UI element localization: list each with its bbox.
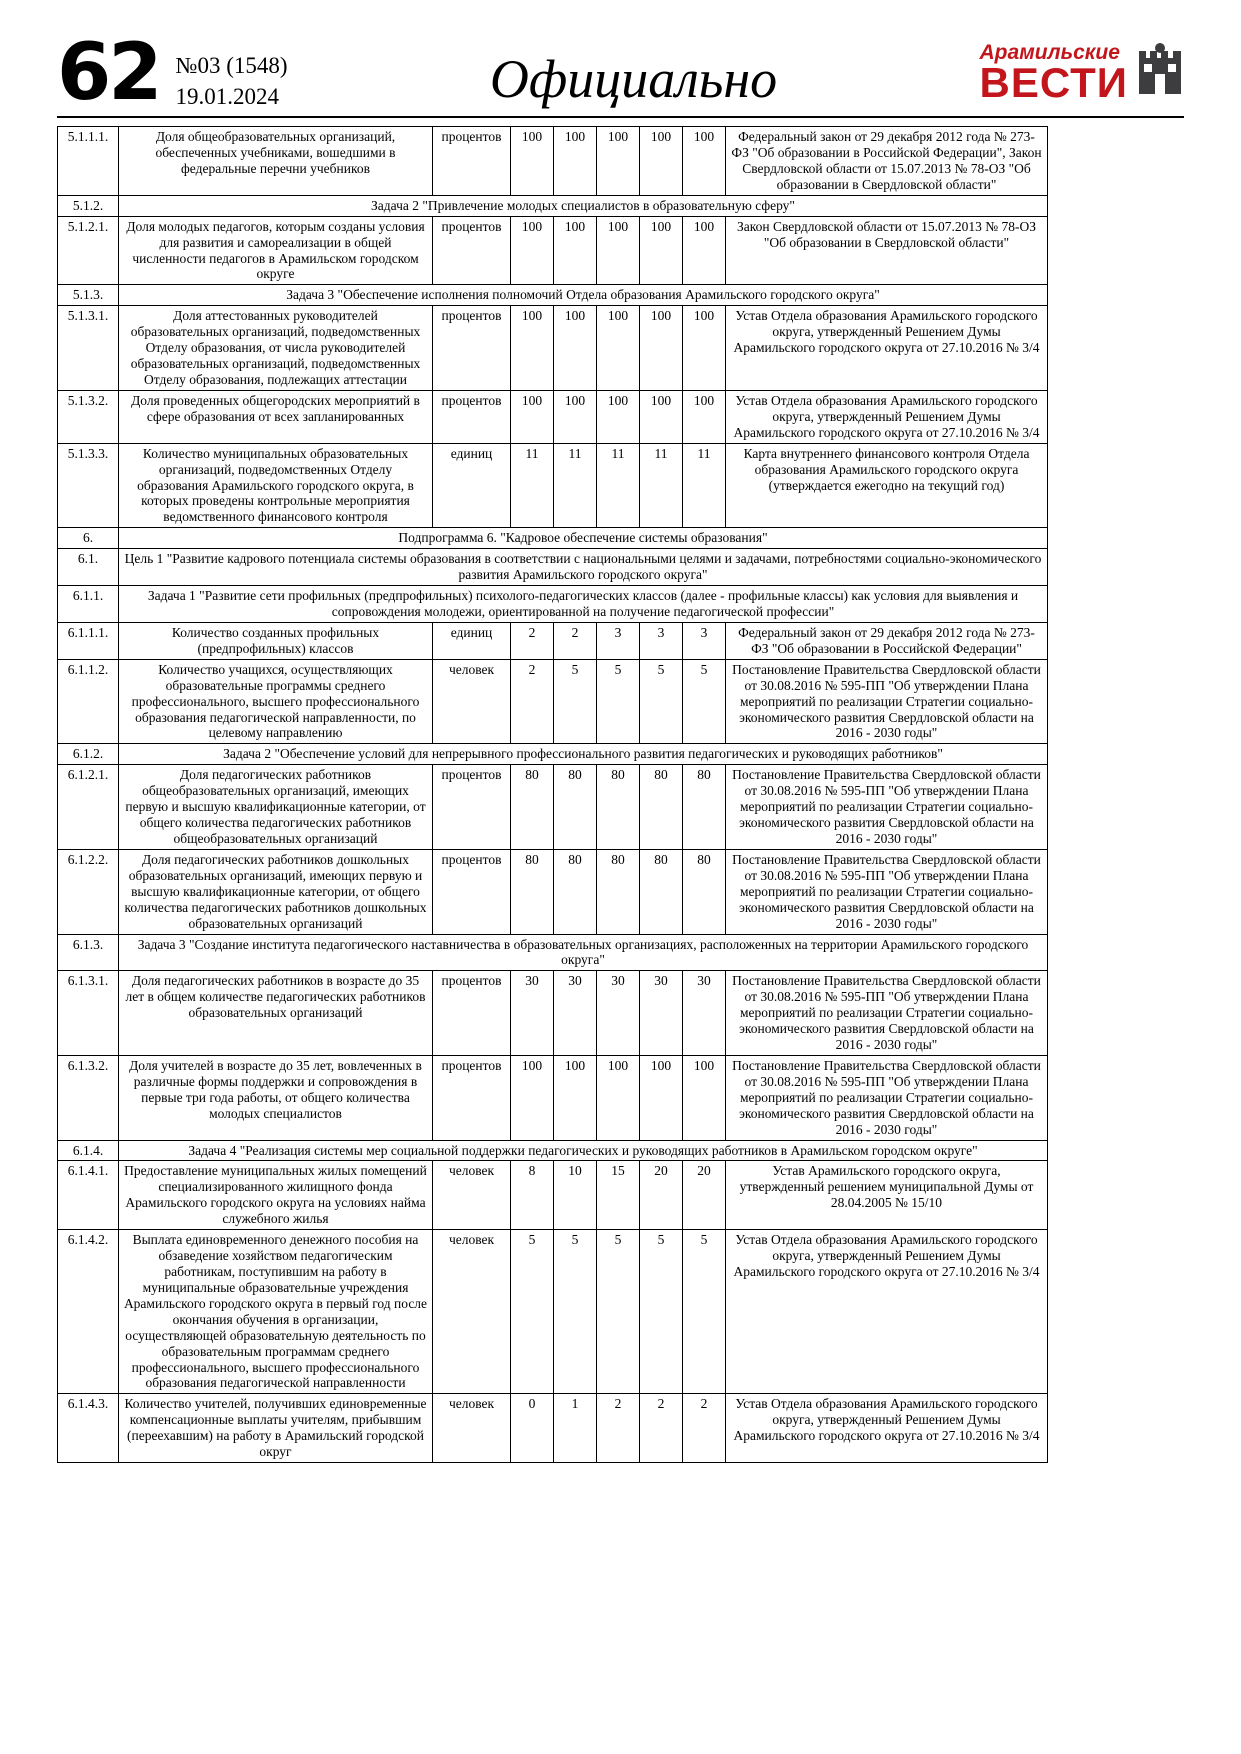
indicator-row (58, 1230, 1048, 1394)
issue-block (176, 38, 288, 112)
value-cell: 100 (554, 306, 597, 391)
legal-basis-cell: Карта внутреннего финансового контроля Отдела образования Арамильского городского округа (утверждается ежегодно на текущий год) (726, 443, 1048, 528)
unit-cell: процентов (433, 971, 511, 1056)
value-cell: 100 (511, 127, 554, 196)
value-cell: 3 (683, 622, 726, 659)
row-number-cell: 5.1.3.3. (58, 443, 119, 528)
section-title-cell: Подпрограмма 6. "Кадровое обеспечение системы образования" (119, 528, 1048, 549)
section-row (58, 744, 1048, 765)
legal-basis-cell: Постановление Правительства Свердловской области от 30.08.2016 № 595-ПП "Об утверждении Плана мероприятий по реализации Стратегии социально-экономического развития Свердловской области на 2016 - 2030 годы" (726, 765, 1048, 850)
section-row (58, 285, 1048, 306)
unit-cell: процентов (433, 765, 511, 850)
value-cell: 11 (640, 443, 683, 528)
value-cell: 100 (640, 390, 683, 443)
issue-number: №03 (1548) (175, 53, 288, 78)
section-row (58, 586, 1048, 623)
unit-cell: процентов (433, 1055, 511, 1140)
indicator-row (58, 1161, 1048, 1230)
value-cell: 10 (554, 1161, 597, 1230)
value-cell: 100 (554, 127, 597, 196)
indicator-row (58, 127, 1048, 196)
unit-cell: процентов (433, 390, 511, 443)
row-number-cell: 6.1.3.2. (58, 1055, 119, 1140)
row-number-cell: 6. (58, 528, 119, 549)
page-number: 62 (57, 28, 160, 118)
row-number-cell: 5.1.3.2. (58, 390, 119, 443)
section-row (58, 195, 1048, 216)
indicator-row (58, 1394, 1048, 1463)
value-cell: 100 (640, 306, 683, 391)
legal-basis-cell: Федеральный закон от 29 декабря 2012 года № 273-ФЗ "Об образовании в Российской Федерации" (726, 622, 1048, 659)
row-number-cell: 6.1.4.1. (58, 1161, 119, 1230)
value-cell: 5 (597, 1230, 640, 1394)
indicator-row (58, 443, 1048, 528)
indicator-row (58, 849, 1048, 934)
value-cell: 100 (683, 306, 726, 391)
section-row (58, 1140, 1048, 1161)
legal-basis-cell: Устав Арамильского городского округа, утвержденный решением муниципальной Думы от 28.04.2005 № 15/10 (726, 1161, 1048, 1230)
unit-cell: процентов (433, 216, 511, 285)
value-cell: 100 (597, 1055, 640, 1140)
value-cell: 80 (554, 765, 597, 850)
value-cell: 5 (597, 659, 640, 744)
value-cell: 11 (511, 443, 554, 528)
value-cell: 3 (597, 622, 640, 659)
indicator-row (58, 765, 1048, 850)
value-cell: 80 (597, 849, 640, 934)
value-cell: 100 (683, 216, 726, 285)
newspaper-logo (979, 38, 1184, 106)
value-cell: 11 (597, 443, 640, 528)
indicator-name-cell: Доля проведенных общегородских мероприятий в сфере образования от всех запланированных (119, 390, 433, 443)
row-number-cell: 6.1.1. (58, 586, 119, 623)
indicator-name-cell: Доля учителей в возрасте до 35 лет, вовлеченных в различные формы поддержки и сопровождения в первые три года работы, от общего количества молодых специалистов (119, 1055, 433, 1140)
row-number-cell: 6.1.2.1. (58, 765, 119, 850)
value-cell: 8 (511, 1161, 554, 1230)
indicator-name-cell: Предоставление муниципальных жилых помещений специализированного жилищного фонда Арамильского городского округа на условиях найма служебного жилья (119, 1161, 433, 1230)
indicator-row (58, 659, 1048, 744)
value-cell: 15 (597, 1161, 640, 1230)
section-row (58, 528, 1048, 549)
row-number-cell: 5.1.3.1. (58, 306, 119, 391)
unit-cell: человек (433, 659, 511, 744)
value-cell: 5 (511, 1230, 554, 1394)
row-number-cell: 5.1.2.1. (58, 216, 119, 285)
indicator-name-cell: Доля педагогических работников общеобразовательных организаций, имеющих первую и высшую квалификационные категории, от общего количества педагогических работников общеобразовательных организаций (119, 765, 433, 850)
value-cell: 100 (597, 127, 640, 196)
indicator-row (58, 622, 1048, 659)
value-cell: 5 (640, 659, 683, 744)
value-cell: 100 (683, 1055, 726, 1140)
value-cell: 20 (640, 1161, 683, 1230)
row-number-cell: 6.1.4.2. (58, 1230, 119, 1394)
section-title: Официально (489, 49, 778, 109)
unit-cell: человек (433, 1161, 511, 1230)
value-cell: 30 (640, 971, 683, 1056)
value-cell: 100 (511, 216, 554, 285)
program-table-body (58, 127, 1048, 1463)
value-cell: 100 (640, 127, 683, 196)
indicator-name-cell: Доля молодых педагогов, которым созданы условия для развития и самореализации в общей численности педагогов в Арамильском городском округе (119, 216, 433, 285)
value-cell: 100 (597, 390, 640, 443)
unit-cell: человек (433, 1394, 511, 1463)
value-cell: 30 (597, 971, 640, 1056)
value-cell: 0 (511, 1394, 554, 1463)
indicator-name-cell: Доля общеобразовательных организаций, обеспеченных учебниками, вошедшими в федеральные перечни учебников (119, 127, 433, 196)
brand-name-bottom: ВЕСТИ (979, 59, 1128, 106)
program-indicators-table (57, 126, 1048, 1463)
value-cell: 100 (597, 306, 640, 391)
section-title-cell: Задача 2 "Привлечение молодых специалистов в образовательную сферу" (119, 195, 1048, 216)
value-cell: 3 (640, 622, 683, 659)
indicator-name-cell: Доля педагогических работников в возрасте до 35 лет в общем количестве педагогических работников образовательных организаций (119, 971, 433, 1056)
legal-basis-cell: Устав Отдела образования Арамильского городского округа, утвержденный Решением Думы Арамильского городского округа от 27.10.2016 № 3/4 (726, 390, 1048, 443)
value-cell: 100 (554, 1055, 597, 1140)
value-cell: 11 (683, 443, 726, 528)
value-cell: 100 (554, 390, 597, 443)
row-number-cell: 6.1.2. (58, 744, 119, 765)
legal-basis-cell: Постановление Правительства Свердловской области от 30.08.2016 № 595-ПП "Об утверждении Плана мероприятий по реализации Стратегии социально-экономического развития Свердловской области на 2016 - 2030 годы" (726, 659, 1048, 744)
legal-basis-cell: Постановление Правительства Свердловской области от 30.08.2016 № 595-ПП "Об утверждении Плана мероприятий по реализации Стратегии социально-экономического развития Свердловской области на 2016 - 2030 годы" (726, 1055, 1048, 1140)
row-number-cell: 6.1.4. (58, 1140, 119, 1161)
value-cell: 5 (554, 1230, 597, 1394)
brand-name-top: Арамильские (979, 41, 1120, 64)
unit-cell: процентов (433, 127, 511, 196)
section-title-cell: Цель 1 "Развитие кадрового потенциала системы образования в соответствии с национальными целями и задачами, потребностями социально-экономического развития Арамильского городского округа" (119, 549, 1048, 586)
page-header (57, 28, 1184, 118)
value-cell: 80 (554, 849, 597, 934)
indicator-row (58, 390, 1048, 443)
section-title-cell: Задача 3 "Обеспечение исполнения полномочий Отдела образования Арамильского городского округа" (119, 285, 1048, 306)
value-cell: 5 (683, 1230, 726, 1394)
value-cell: 100 (640, 1055, 683, 1140)
legal-basis-cell: Постановление Правительства Свердловской области от 30.08.2016 № 595-ПП "Об утверждении Плана мероприятий по реализации Стратегии социально-экономического развития Свердловской области на 2016 - 2030 годы" (726, 849, 1048, 934)
legal-basis-cell: Устав Отдела образования Арамильского городского округа, утвержденный Решением Думы Арамильского городского округа от 27.10.2016 № 3/4 (726, 306, 1048, 391)
value-cell: 30 (511, 971, 554, 1056)
brand-text (979, 41, 1128, 106)
unit-cell: единиц (433, 622, 511, 659)
legal-basis-cell: Закон Свердловской области от 15.07.2013 № 78-ОЗ "Об образовании в Свердловской области" (726, 216, 1048, 285)
section-title-cell: Задача 1 "Развитие сети профильных (предпрофильных) психолого-педагогических классов (далее - профильные классы) как условия для выявления и сопровождения молодежи, ориентированной на получение педагогической профессии" (119, 586, 1048, 623)
value-cell: 100 (511, 306, 554, 391)
value-cell: 30 (683, 971, 726, 1056)
row-number-cell: 6.1.1.2. (58, 659, 119, 744)
row-number-cell: 6.1.4.3. (58, 1394, 119, 1463)
row-number-cell: 5.1.3. (58, 285, 119, 306)
unit-cell: единиц (433, 443, 511, 528)
value-cell: 80 (640, 849, 683, 934)
value-cell: 2 (511, 659, 554, 744)
indicator-name-cell: Количество муниципальных образовательных организаций, подведомственных Отделу образования Арамильского городского округа, в которых проведены контрольные мероприятия ведомственного финансового контроля (119, 443, 433, 528)
row-number-cell: 6.1.3. (58, 934, 119, 971)
value-cell: 100 (683, 127, 726, 196)
indicator-name-cell: Количество созданных профильных (предпрофильных) классов (119, 622, 433, 659)
indicator-row (58, 1055, 1048, 1140)
section-row (58, 549, 1048, 586)
legal-basis-cell: Постановление Правительства Свердловской области от 30.08.2016 № 595-ПП "Об утверждении Плана мероприятий по реализации Стратегии социально-экономического развития Свердловской области на 2016 - 2030 годы" (726, 971, 1048, 1056)
value-cell: 100 (511, 390, 554, 443)
row-number-cell: 5.1.2. (58, 195, 119, 216)
indicator-name-cell: Доля аттестованных руководителей образовательных организаций, подведомственных Отделу образования, от числа руководителей образовательных организаций, подведомственных Отделу образования, подлежащих аттестации (119, 306, 433, 391)
value-cell: 2 (511, 622, 554, 659)
row-number-cell: 6.1. (58, 549, 119, 586)
indicator-name-cell: Доля педагогических работников дошкольных образовательных организаций, имеющих первую и высшую квалификационные категории, от общего количества педагогических работников дошкольных образовательных организаций (119, 849, 433, 934)
indicator-name-cell: Количество учителей, получивших единовременные компенсационные выплаты учителям, прибывшим (переехавшим) на работу в Арамильский городской округ (119, 1394, 433, 1463)
legal-basis-cell: Федеральный закон от 29 декабря 2012 года № 273-ФЗ "Об образовании в Российской Федерации", Закон Свердловской области от 15.07.2013 № 78-ОЗ "Об образовании в Свердловской области" (726, 127, 1048, 196)
unit-cell: процентов (433, 306, 511, 391)
section-row (58, 934, 1048, 971)
city-emblem-icon (1136, 42, 1184, 96)
issue-date: 19.01.2024 (175, 84, 280, 110)
value-cell: 2 (640, 1394, 683, 1463)
header-divider (57, 116, 1184, 118)
indicator-row (58, 216, 1048, 285)
value-cell: 5 (683, 659, 726, 744)
row-number-cell: 6.1.2.2. (58, 849, 119, 934)
row-number-cell: 6.1.1.1. (58, 622, 119, 659)
value-cell: 100 (597, 216, 640, 285)
indicator-row (58, 306, 1048, 391)
value-cell: 20 (683, 1161, 726, 1230)
value-cell: 1 (554, 1394, 597, 1463)
value-cell: 11 (554, 443, 597, 528)
value-cell: 100 (554, 216, 597, 285)
unit-cell: человек (433, 1230, 511, 1394)
section-title-cell: Задача 3 "Создание института педагогического наставничества в образовательных организациях, расположенных на территории Арамильского городского округа" (119, 934, 1048, 971)
value-cell: 80 (511, 765, 554, 850)
value-cell: 80 (511, 849, 554, 934)
value-cell: 30 (554, 971, 597, 1056)
row-number-cell: 5.1.1.1. (58, 127, 119, 196)
indicator-name-cell: Выплата единовременного денежного пособия на обзаведение хозяйством педагогическим работникам, поступившим на работу в муниципальные образовательные учреждения Арамильского городского округа в первый год после окончания обучения в организации, осуществляющей образовательную деятельность по образовательным программам среднего профессионального, высшего профессионального образования педагогической направленности (119, 1230, 433, 1394)
value-cell: 80 (597, 765, 640, 850)
indicator-name-cell: Количество учащихся, осуществляющих образовательные программы среднего профессионального, высшего профессионального образования педагогической направленности, по целевому направлению (119, 659, 433, 744)
value-cell: 5 (640, 1230, 683, 1394)
section-title-cell: Задача 4 "Реализация системы мер социальной поддержки педагогических и руководящих работников в Арамильском городском округе" (119, 1140, 1048, 1161)
section-title-cell: Задача 2 "Обеспечение условий для непрерывного профессионального развития педагогических и руководящих работников" (119, 744, 1048, 765)
value-cell: 80 (640, 765, 683, 850)
value-cell: 100 (511, 1055, 554, 1140)
row-number-cell: 6.1.3.1. (58, 971, 119, 1056)
value-cell: 5 (554, 659, 597, 744)
value-cell: 100 (640, 216, 683, 285)
legal-basis-cell: Устав Отдела образования Арамильского городского округа, утвержденный Решением Думы Арамильского городского округа от 27.10.2016 № 3/4 (726, 1394, 1048, 1463)
value-cell: 2 (554, 622, 597, 659)
value-cell: 80 (683, 849, 726, 934)
value-cell: 80 (683, 765, 726, 850)
legal-basis-cell: Устав Отдела образования Арамильского городского округа, утвержденный Решением Думы Арамильского городского округа от 27.10.2016 № 3/4 (726, 1230, 1048, 1394)
value-cell: 2 (683, 1394, 726, 1463)
value-cell: 100 (683, 390, 726, 443)
indicator-row (58, 971, 1048, 1056)
value-cell: 2 (597, 1394, 640, 1463)
unit-cell: процентов (433, 849, 511, 934)
